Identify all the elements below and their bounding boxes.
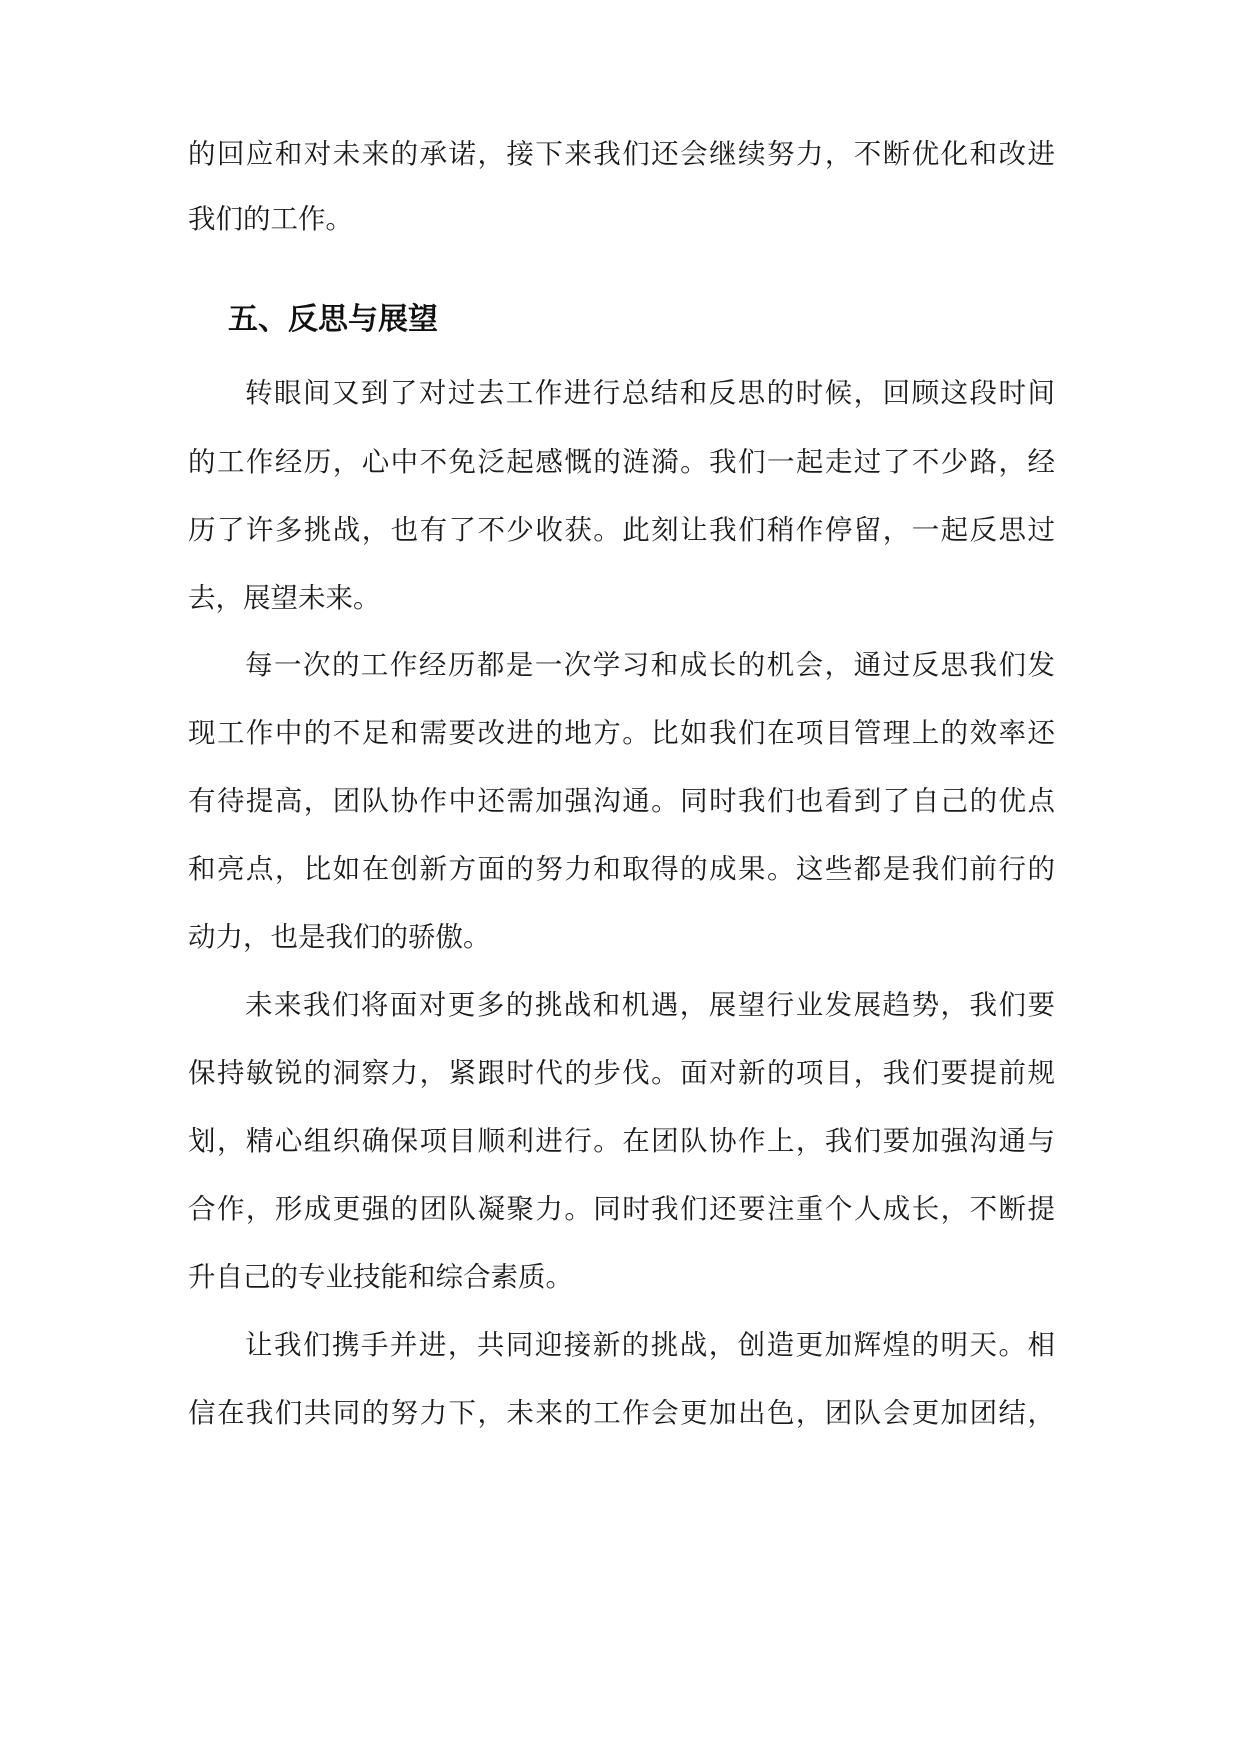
text-line: 划，精心组织确保项目顺利进行。在团队协作上，我们要加强沟通与 <box>188 1125 1055 1157</box>
text-line: 合作，形成更强的团队凝聚力。同时我们还要注重个人成长，不断提 <box>188 1193 1055 1225</box>
text-line: 未来我们将面对更多的挑战和机遇，展望行业发展趋势，我们要 <box>245 989 1055 1021</box>
text-line: 我们的工作。 <box>188 203 353 235</box>
text-line: 和亮点，比如在创新方面的努力和取得的成果。这些都是我们前行的 <box>188 853 1055 885</box>
text-line: 让我们携手并进，共同迎接新的挑战，创造更加辉煌的明天。相 <box>245 1329 1055 1361</box>
section-heading: 五、反思与展望 <box>228 302 438 337</box>
text-line: 每一次的工作经历都是一次学习和成长的机会，通过反思我们发 <box>245 649 1055 681</box>
text-line: 历了许多挑战，也有了不少收获。此刻让我们稍作停留，一起反思过 <box>188 514 1055 546</box>
text-line: 升自己的专业技能和综合素质。 <box>188 1261 573 1293</box>
text-line: 保持敏锐的洞察力，紧跟时代的步伐。面对新的项目，我们要提前规 <box>188 1057 1055 1089</box>
text-line: 去，展望未来。 <box>188 582 381 614</box>
text-line: 的工作经历，心中不免泛起感慨的涟漪。我们一起走过了不少路，经 <box>188 446 1055 478</box>
text-line: 有待提高，团队协作中还需加强沟通。同时我们也看到了自己的优点 <box>188 785 1055 817</box>
text-line: 现工作中的不足和需要改进的地方。比如我们在项目管理上的效率还 <box>188 717 1055 749</box>
text-line: 的回应和对未来的承诺，接下来我们还会继续努力，不断优化和改进 <box>188 138 1055 170</box>
text-line: 动力，也是我们的骄傲。 <box>188 921 491 953</box>
text-line: 转眼间又到了对过去工作进行总结和反思的时候，回顾这段时间 <box>245 377 1055 409</box>
text-line: 信在我们共同的努力下，未来的工作会更加出色，团队会更加团结， <box>188 1397 1055 1429</box>
